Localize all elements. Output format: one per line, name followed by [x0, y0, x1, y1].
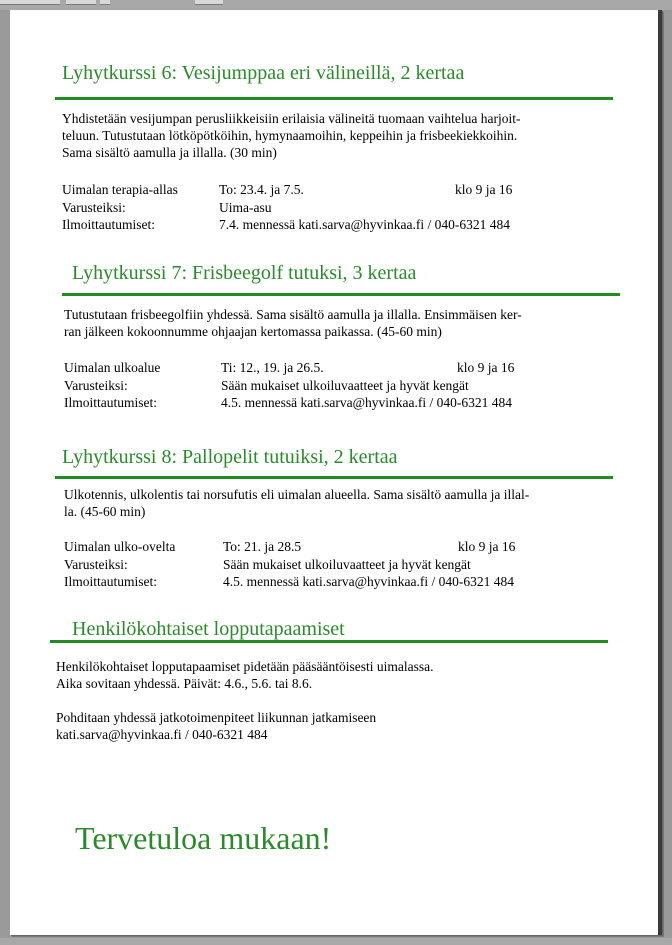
- description-line: ran jälkeen kokoonnumme ohjaajan kertomassa paikassa. (45-60 min): [64, 324, 442, 339]
- info-label: Ilmoittautumiset:: [64, 395, 157, 410]
- description-line: Henkilökohtaiset lopputapaamiset pidetään pääsääntöisesti uimalassa.: [56, 659, 434, 674]
- info-label: Uimalan terapia-allas: [62, 182, 178, 197]
- description-line: Aika sovitaan yhdessä. Päivät: 4.6., 5.6. tai 8.6.: [56, 676, 313, 691]
- section-rule: [62, 293, 620, 296]
- section-title: Lyhytkurssi 7: Frisbeegolf tutuksi, 3 kertaa: [72, 262, 417, 284]
- section-rule: [55, 97, 613, 100]
- info-label: Ilmoittautumiset:: [64, 574, 157, 589]
- info-label: Varusteiksi:: [64, 378, 128, 393]
- info-time: klo 9 ja 16: [458, 539, 516, 554]
- info-label: Uimalan ulkoalue: [64, 360, 161, 375]
- info-value: Sään mukaiset ulkoiluvaatteet ja hyvät kengät: [223, 557, 471, 572]
- description-line: Ulkotennis, ulkolentis tai norsufutis eli uimalan alueella. Sama sisältö aamulla ja illal-: [64, 487, 530, 502]
- info-value: 7.4. mennessä kati.sarva@hyvinkaa.fi / 040-6321 484: [219, 217, 510, 232]
- info-value: Uima-asu: [219, 200, 272, 215]
- info-value: Sään mukaiset ulkoiluvaatteet ja hyvät kengät: [221, 378, 469, 393]
- document-page: [10, 10, 662, 935]
- info-label: Varusteiksi:: [64, 557, 128, 572]
- section-title: Henkilökohtaiset lopputapaamiset: [72, 618, 345, 640]
- description-line: Sama sisältö aamulla ja illalla. (30 min): [62, 145, 277, 160]
- viewer-bottom-strip: [0, 938, 672, 945]
- info-value: 4.5. mennessä kati.sarva@hyvinkaa.fi / 040-6321 484: [221, 395, 512, 410]
- section-description: [64, 306, 522, 340]
- page-edge: [658, 10, 662, 935]
- section-description: [56, 658, 434, 743]
- viewer-toolbar-strip: [0, 0, 672, 10]
- description-line: [56, 692, 434, 709]
- info-time: klo 9 ja 16: [455, 182, 513, 197]
- description-line: kati.sarva@hyvinkaa.fi / 040-6321 484: [56, 727, 268, 742]
- section-rule: [50, 640, 608, 643]
- section-description: [62, 110, 521, 161]
- toolbar-button[interactable]: [100, 0, 110, 5]
- info-value: To: 21. ja 28.5: [223, 539, 302, 554]
- section-rule: [55, 476, 613, 479]
- info-value: Ti: 12., 19. ja 26.5.: [221, 360, 324, 375]
- section-description: [64, 486, 529, 520]
- section-title: Lyhytkurssi 6: Vesijumppaa eri välineillä, 2 kertaa: [62, 62, 465, 84]
- closing-text: Tervetuloa mukaan!: [75, 820, 332, 856]
- info-label: Ilmoittautumiset:: [62, 217, 155, 232]
- toolbar-button[interactable]: [0, 0, 60, 5]
- description-line: Tutustutaan frisbeegolfiin yhdessä. Sama sisältö aamulla ja illalla. Ensimmäisen ker-: [64, 307, 522, 322]
- description-line: Yhdistetään vesijumpan perusliikkeisiin erilaisia välineitä tuomaan vaihtelua harjoit-: [62, 111, 521, 126]
- info-label: Uimalan ulko-ovelta: [64, 539, 176, 554]
- description-line: la. (45-60 min): [64, 504, 146, 519]
- info-value: 4.5. mennessä kati.sarva@hyvinkaa.fi / 040-6321 484: [223, 574, 514, 589]
- info-value: To: 23.4. ja 7.5.: [219, 182, 304, 197]
- toolbar-button[interactable]: [195, 0, 223, 5]
- description-line: teluun. Tutustutaan lötköpötköihin, hymynaamoihin, keppeihin ja frisbeekiekkoihin.: [62, 128, 518, 143]
- info-time: klo 9 ja 16: [457, 360, 515, 375]
- description-line: Pohditaan yhdessä jatkotoimenpiteet liikunnan jatkamiseen: [56, 710, 377, 725]
- info-label: Varusteiksi:: [62, 200, 126, 215]
- toolbar-button[interactable]: [66, 0, 96, 5]
- section-title: Lyhytkurssi 8: Pallopelit tutuiksi, 2 kertaa: [62, 446, 398, 468]
